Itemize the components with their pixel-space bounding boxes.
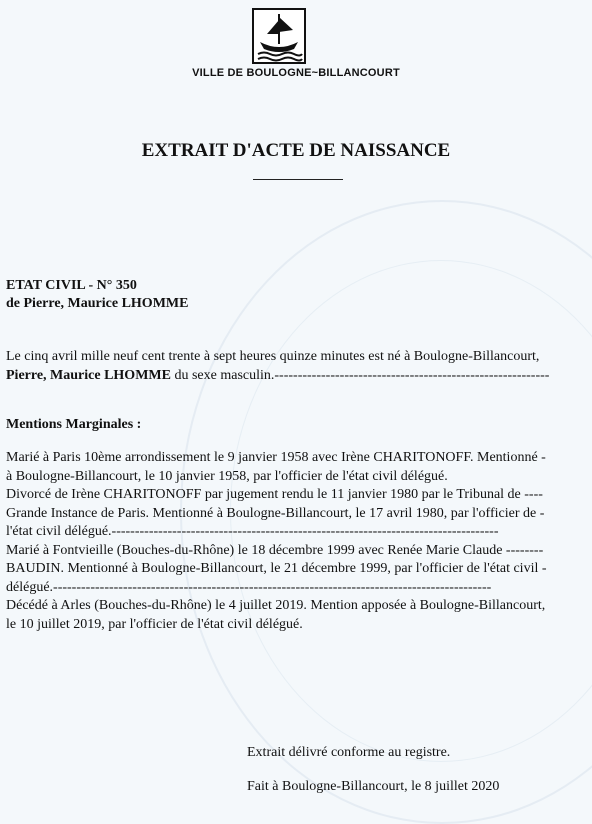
birth-statement xyxy=(6,347,590,385)
mention-line: Décédé à Arles (Bouches-du-Rhône) le 4 juillet 2019. Mention apposée à Boulogne-Billancourt, xyxy=(6,598,546,613)
mentions-list xyxy=(6,449,592,634)
mention-line: BAUDIN. Mentionné à Boulogne-Billancourt, le 21 décembre 1999, par l'officier de l'état civil - xyxy=(6,561,547,576)
birth-person-name: Pierre, Maurice LHOMME xyxy=(6,368,171,383)
mention-line: Marié à Fontvieille (Bouches-du-Rhône) le 18 décembre 1999 avec Renée Marie Claude -------- xyxy=(6,542,544,558)
mention-line: délégué.---------------------------------------------------------------------------------------------- xyxy=(6,579,492,595)
etat-civil-block xyxy=(6,277,188,313)
etat-civil-number: ETAT CIVIL - N° 350 xyxy=(6,278,137,293)
mention-line: Grande Instance de Paris. Mentionné à Boulogne-Billancourt, le 17 avril 1980, par l'officier de - xyxy=(6,505,545,521)
mention-line: le 10 juillet 2019, par l'officier de l'état civil délégué. xyxy=(6,616,303,632)
birth-line-2 xyxy=(6,366,590,385)
issue-place-date: Fait à Boulogne-Billancourt, le 8 juillet 2020 xyxy=(247,779,500,794)
birth-line-1: Le cinq avril mille neuf cent trente à sept heures quinze minutes est né à Boulogne-Billancourt, xyxy=(6,349,540,364)
document-title: EXTRAIT D'ACTE DE NAISSANCE xyxy=(141,140,451,161)
mention-line: à Boulogne-Billancourt, le 10 janvier 1958, par l'officier de l'état civil délégué. xyxy=(6,468,448,484)
city-name: VILLE DE BOULOGNE~BILLANCOURT xyxy=(192,67,400,79)
etat-civil-name: de Pierre, Maurice LHOMME xyxy=(6,296,189,311)
mention-line: l'état civil délégué.----------------------------------------------------------------------------------- xyxy=(6,524,499,539)
city-coat-of-arms-icon xyxy=(252,8,306,64)
title-divider xyxy=(253,179,343,180)
conformity-statement: Extrait délivré conforme au registre. xyxy=(247,745,451,760)
mentions-heading: Mentions Marginales : xyxy=(6,417,142,432)
mention-line: Divorcé de Irène CHARITONOFF par jugement rendu le 11 janvier 1980 par le Tribunal de ---- xyxy=(6,487,543,502)
birth-line-2-rest: du sexe masculin.----------------------------------------------------------- xyxy=(170,368,550,383)
mention-line: Marié à Paris 10ème arrondissement le 9 janvier 1958 avec Irène CHARITONOFF. Mentionné - xyxy=(6,450,546,465)
